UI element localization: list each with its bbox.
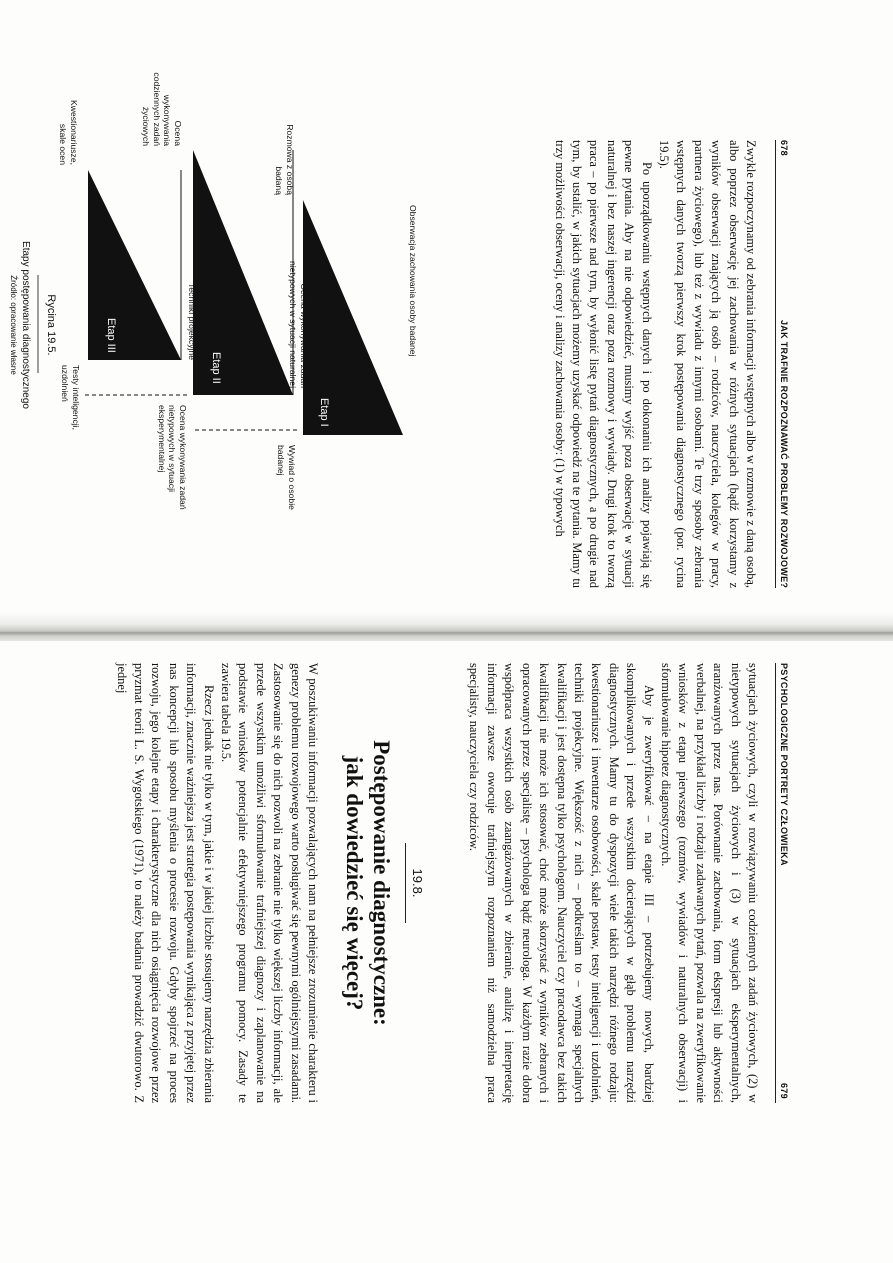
- header-rule-right: [775, 663, 776, 1103]
- section-rule: [405, 843, 406, 923]
- stage-3-triangle: [88, 170, 181, 360]
- right-body-text-bottom: [112, 663, 321, 1103]
- row2-right-label: Ocena wykonywania zadań nietypowych w sytuacji eksperymentalnej: [157, 405, 188, 510]
- running-head-left: JAK TRAFNIE ROZPOZNAWAĆ PROBLEMY ROZWOJOWE?: [779, 320, 789, 589]
- row3-top-label: Techniki projekcyjne: [187, 283, 197, 360]
- section-title: [341, 663, 395, 1103]
- row2-top-label: Ocena wykonywania zadań nietypowych w sytuacji naturalnej: [288, 260, 309, 388]
- figure-top-label: Obserwacja zachowania osoby badanej: [408, 205, 418, 357]
- row3-left-label: Kwestionariusze, skale ocen: [58, 100, 79, 165]
- paragraph: Aby je zweryfikować – na etapie III – potrzebujemy nowych, bardziej skomplikowanych i przede wszystkim docierających w głąb problemu narzędzi diagnostycznych. Mamy tu do dyspozycji wiele takich narzędzi różnego rodzaju: kwestionariusze i inwentarze osobowości, skale postaw, testy inteligencji i uzdolnień, techniki projekcyjne. Większość z nich – podkreślam to – wymaga specjalnych kwalifikacji i jest dostępna tylko psychologom. Nauczyciel czy pracodawca bez takich kwalifikacji nie może ich stosować, choć może skorzystać z wyników zebranych i opracowanych przez specjalistę – psychologa bądź neurologa. W każdym razie dobra współpraca wszystkich osób zaangażowanych w zbieranie, analizę i interpretację informacji zawsze owocuje trafniejszym rozpoznaniem niż samodzielna praca specjalisty, nauczyciela czy rodziców.: [467, 663, 656, 1103]
- right-page: [0, 641, 893, 1263]
- paragraph: Zwykle rozpoczynamy od zebrania informacji wstępnych albo w rozmowie z daną osobą, albo poprzez obserwację jej zachowania w różnych sytuacjach (bądź korzystamy z wyników obserwacji znających ją osób – rodziców, nauczyciela, kolegów w pracy, partnera życiowego), lub też z wywiadu z innymi osobami. Te trzy sposoby zebrania wstępnych danych tworzą pierwszy krok postępowania diagnostycznego (por. rycina 19.5).: [656, 140, 758, 588]
- page-number-left: 678: [779, 140, 789, 156]
- diagnostic-stages-figure: [0, 0, 893, 622]
- stage-3-label: Etap III: [105, 318, 117, 353]
- running-head-right: PSYCHOLOGICZNE PORTRETY CZŁOWIEKA: [779, 663, 789, 866]
- row1-left-label: Rozmowa z osobą badaną: [274, 124, 295, 195]
- row2-left-label: Ocena wykonywania codziennych zadań życiowych: [141, 72, 183, 146]
- caption-number: Rycina 19.5.: [45, 294, 57, 356]
- figure-caption: [9, 200, 57, 450]
- page-number-right: 679: [779, 1083, 789, 1099]
- right-body-text-top: [465, 663, 761, 1103]
- paragraph: W poszukiwaniu informacji pozwalających nam na pełniejsze zrozumienie charakteru i genezy problemu rozwojowego warto posługiwać się pewnymi ogólniejszymi zasadami. Zastosowanie się do nich pozwoli na zebranie nie tylko większej liczby informacji, ale przede wszystkim umożliwi sformułowanie trafniejszej diagnozy i zaplanowanie na podstawie wniosków potencjalnie efektywniejszego programu pomocy. Zasady te zawiera tabela 19.5.: [218, 663, 320, 1103]
- left-page: [0, 0, 893, 622]
- row3-right-label: Testy inteligencji, uzdolnień: [60, 365, 81, 430]
- section-title-line2: jak dowiedzieć się więcej?: [342, 755, 367, 1011]
- paragraph: sytuacjach życiowych, czyli w rozwiązywaniu codziennych zadań życiowych, (2) w nietypowych sytuacjach życiowych i (3) w sytuacjach eksperymentalnych, aranżowanych przez nas. Porównanie zachowania, form ekspresji lub aktywności werbalnej, na przykład liczby i rodzaju zadawanych pytań, pozwala na zweryfikowanie wniosków z etapu pierwszego (rozmów, wywiadów i naturalnych obserwacji) i sformułowanie hipotez diagnostycznych.: [658, 663, 760, 1103]
- section-title-line1: Postępowanie diagnostyczne:: [369, 740, 394, 1026]
- stage-1-label: Etap I: [318, 398, 330, 427]
- stage-2-label: Etap II: [210, 352, 222, 384]
- caption-title: Etapy postępowania diagnostycznego: [20, 241, 31, 409]
- section-number: 19.8.: [410, 868, 425, 898]
- row1-right-label: Wywiad o osobie badanej: [276, 445, 297, 510]
- paragraph: Rzecz jednak nie tylko w tym, jakie i w jakiej liczbie stosujemy narzędzia zbierania informacji, znacznie ważniejsza jest strategia postępowania wynikająca z przyjętej przez nas koncepcji lub sposobu myślenia o procesie rozwoju. Gdyby spojrzeć na proces rozwoju, jego kolejne etapy i charakterystyczne dla nich osiągnięcia rozwojowe przez pryzmat teorii L. S. Wygotskiego (1971), to należy badania prowadzić dwutorowo. Z jednej: [114, 663, 216, 1103]
- caption-source: Źródło: opracowanie własne: [9, 275, 18, 375]
- paragraph: Po uporządkowaniu wstępnych danych i po dokonaniu ich analizy pojawiają się pewne pytania. Aby na nie odpowiedzieć, musimy wyjść poza obserwację w sytuacji naturalnej i bez naszej ingerencji oraz poza rozmowy i wywiady. Drugi krok to tworzą praca – po pierwsze nad tym, by wyłonić listę pytań diagnostycznych, a po drugie nad tym, by ustalić, w jakich sytuacjach możemy uzyskać odpowiedź na te pytania. Mamy tu trzy możliwości obserwacji, oceny i analizy zachowania osoby: (1) w typowych: [552, 140, 654, 588]
